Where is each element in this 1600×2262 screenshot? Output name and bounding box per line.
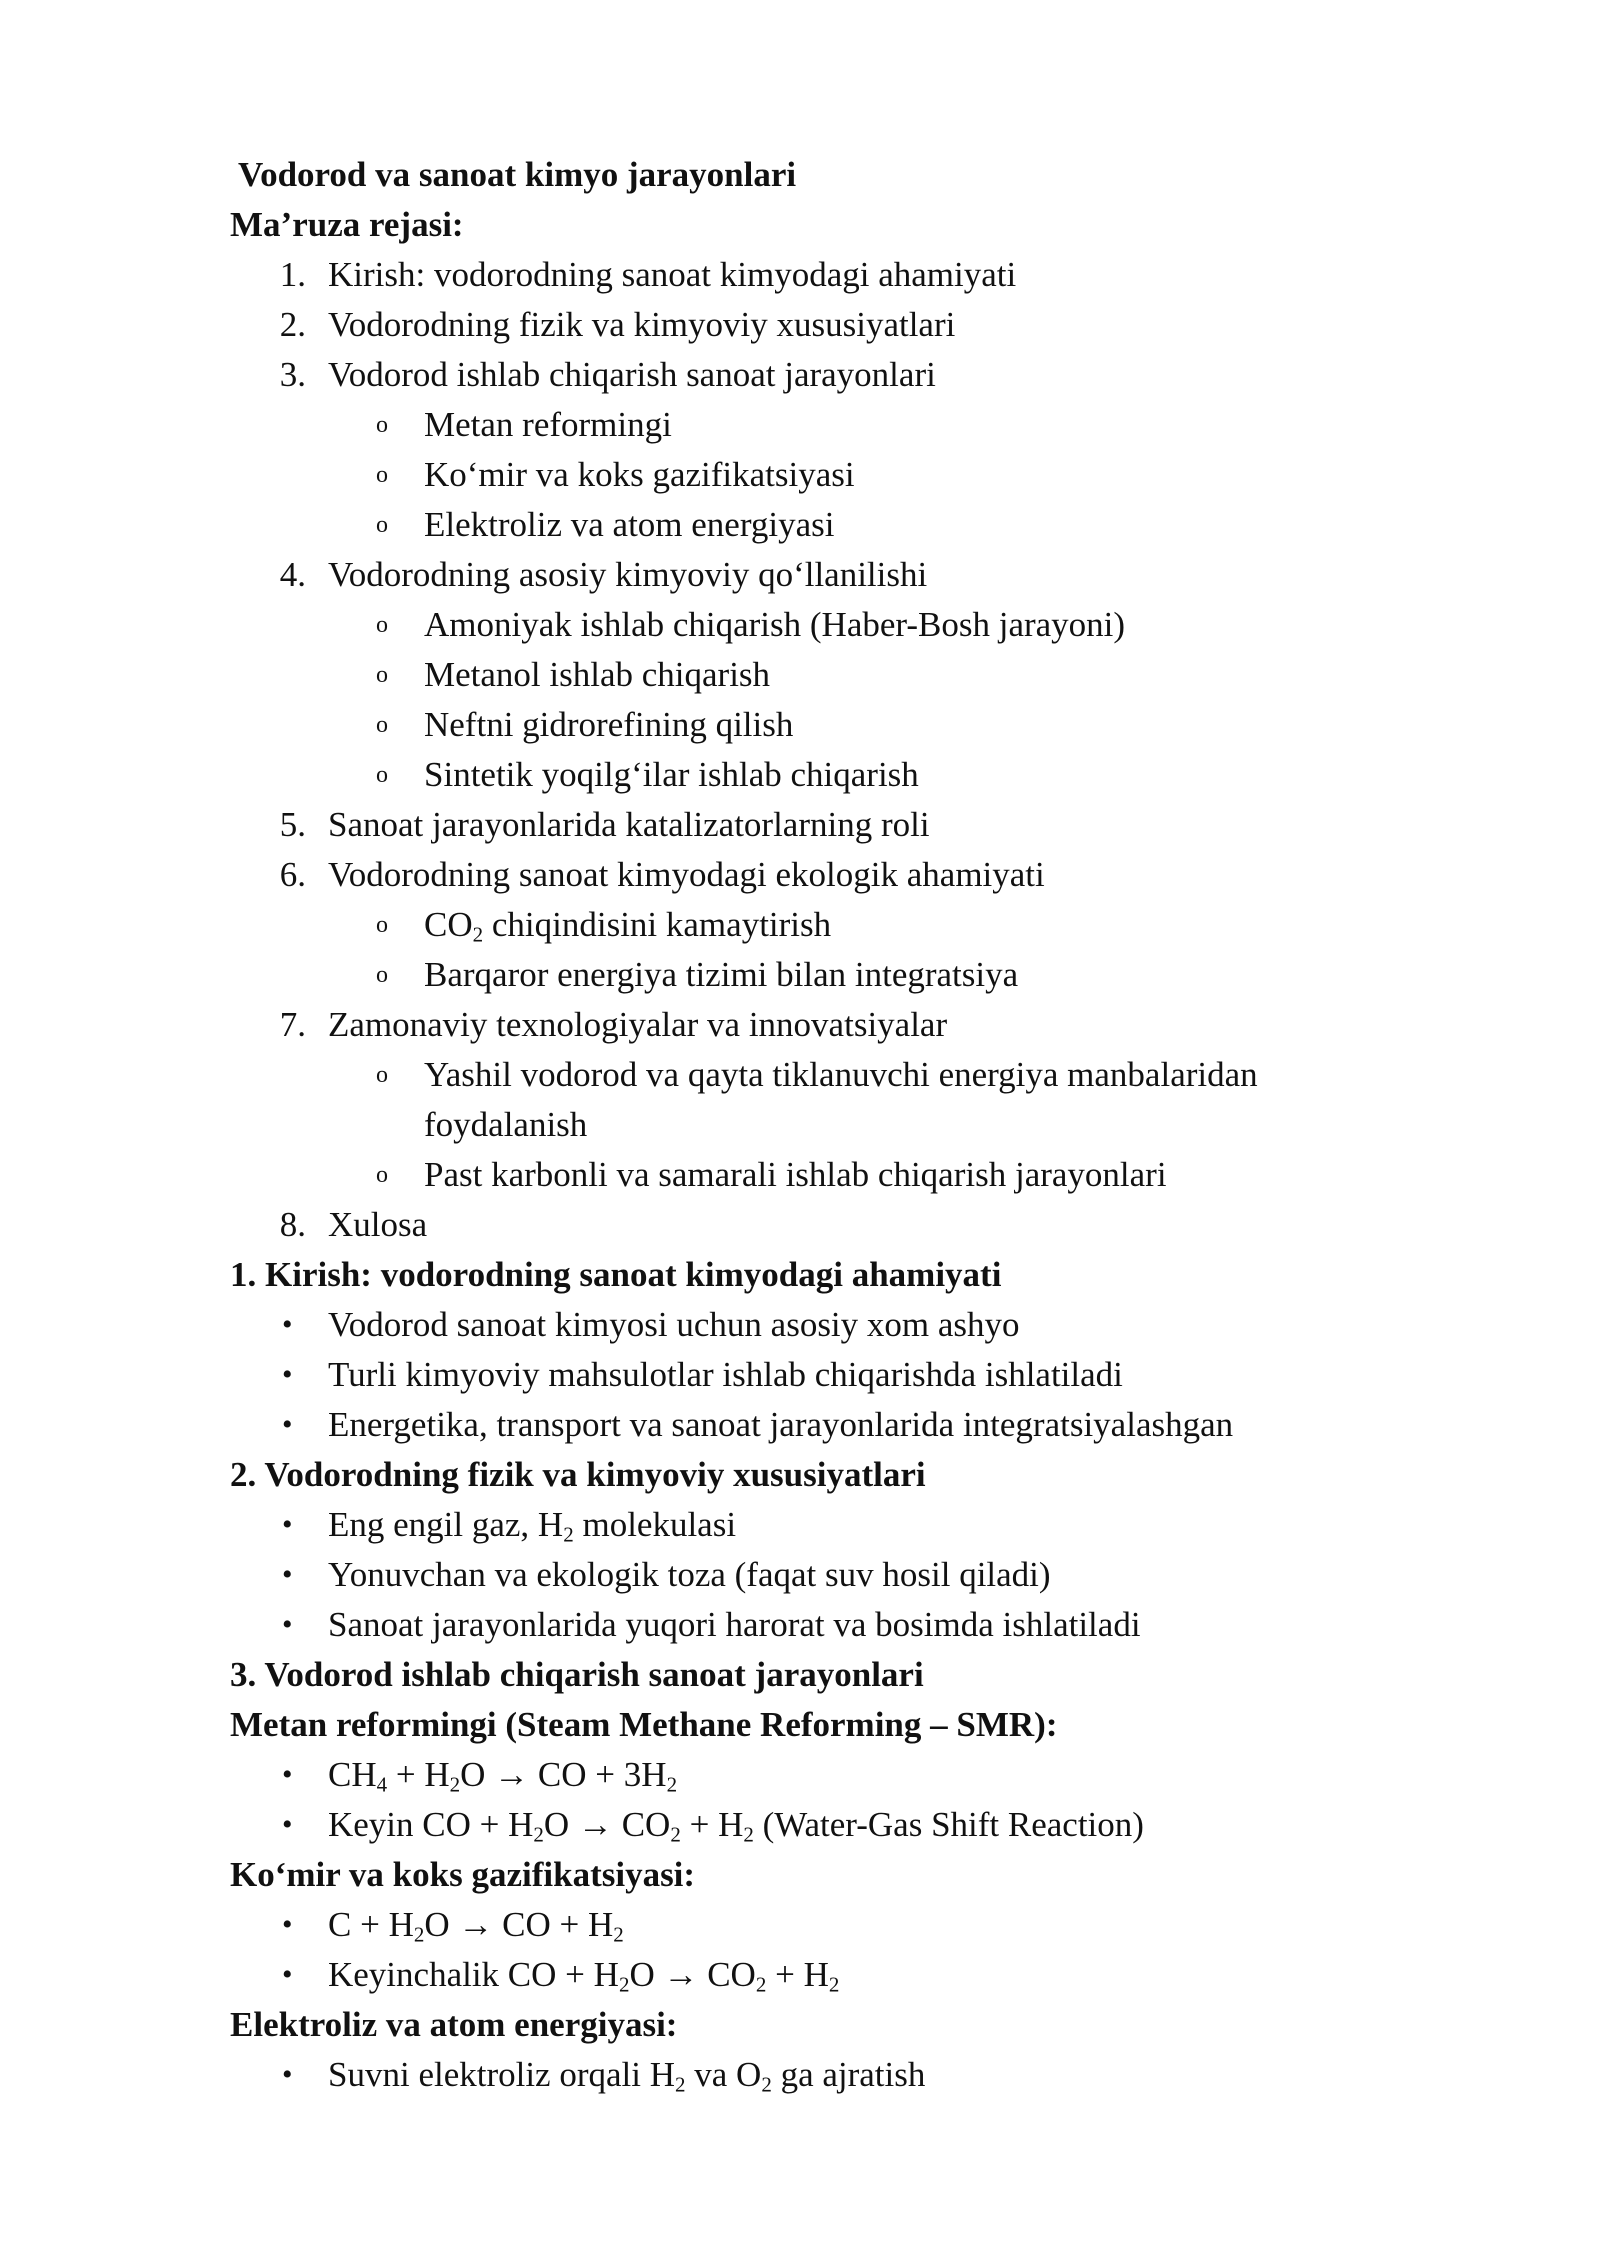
plan-subitem: $CO_2$ chiqindisini kamaytirish: [424, 905, 832, 947]
circle-bullet-icon: o: [376, 762, 388, 788]
plan-subitem: Past karbonli va samarali ishlab chiqarish jarayonlari: [424, 1155, 1167, 1194]
plan-subitem-continuation: foydalanish: [424, 1105, 588, 1144]
plan-subitem: Metanol ishlab chiqarish: [424, 655, 771, 694]
plan-number: 2.: [279, 305, 306, 344]
bullet-icon: •: [282, 1758, 293, 1791]
plan-number: 8.: [279, 1205, 306, 1244]
section-heading: 1. Kirish: vodorodning sanoat kimyodagi ahamiyati: [230, 1255, 1002, 1294]
bullet-item: Sanoat jarayonlarida yuqori harorat va bosimda ishlatiladi: [328, 1605, 1141, 1644]
equation: Keyinchalik CO + $H_2O \to CO_2 + H_2$: [328, 1955, 840, 1997]
circle-bullet-icon: o: [376, 1062, 388, 1088]
plan-subitem: Ko‘mir va koks gazifikatsiyasi: [424, 455, 855, 494]
bullet-icon: •: [282, 1808, 293, 1841]
bullet-icon: •: [282, 1908, 293, 1941]
equation: $CH_4 + H_2O$ → CO + $3H_2$: [328, 1755, 678, 1797]
plan-subitem: Amoniyak ishlab chiqarish (Haber-Bosh jarayoni): [424, 605, 1126, 644]
plan-item: Sanoat jarayonlarida katalizatorlarning roli: [328, 805, 930, 844]
bullet-icon: •: [282, 1308, 293, 1341]
circle-bullet-icon: o: [376, 712, 388, 738]
bullet-item: Energetika, transport va sanoat jarayonlarida integratsiyalashgan: [328, 1405, 1234, 1444]
circle-bullet-icon: o: [376, 912, 388, 938]
bullet-item: Vodorod sanoat kimyosi uchun asosiy xom ashyo: [328, 1305, 1020, 1344]
bullet-item: Suvni elektroliz orqali $H_2$ va $O_2$ ga ajratish: [328, 2055, 926, 2097]
bullet-icon: •: [282, 1558, 293, 1591]
plan-number: 3.: [279, 355, 306, 394]
plan-item: Kirish: vodorodning sanoat kimyodagi ahamiyati: [328, 255, 1017, 294]
section-heading: 3. Vodorod ishlab chiqarish sanoat jarayonlari: [230, 1655, 924, 1694]
plan-item: Vodorod ishlab chiqarish sanoat jarayonlari: [328, 355, 936, 394]
circle-bullet-icon: o: [376, 612, 388, 638]
equation: $C + H_2O$ → CO + $H_2$: [328, 1905, 624, 1947]
plan-item: Vodorodning sanoat kimyodagi ekologik ahamiyati: [328, 855, 1045, 894]
section-heading: 2. Vodorodning fizik va kimyoviy xususiyatlari: [230, 1455, 926, 1494]
subsection-heading: Metan reformingi (Steam Methane Reforming – SMR):: [230, 1705, 1058, 1744]
equation: Keyin CO + $H_2O \to CO_2 + H_2$ (Water-Gas Shift Reaction): [328, 1805, 1144, 1847]
plan-number: 5.: [279, 805, 306, 844]
bullet-icon: •: [282, 1508, 293, 1541]
plan-item: Vodorodning asosiy kimyoviy qo‘llanilishi: [328, 555, 928, 594]
circle-bullet-icon: o: [376, 662, 388, 688]
circle-bullet-icon: o: [376, 1162, 388, 1188]
plan-number: 7.: [279, 1005, 306, 1044]
bullet-item: Yonuvchan va ekologik toza (faqat suv hosil qiladi): [328, 1555, 1051, 1594]
plan-subitem: Neftni gidrorefining qilish: [424, 705, 794, 744]
circle-bullet-icon: o: [376, 412, 388, 438]
bullet-icon: •: [282, 1608, 293, 1641]
plan-number: 6.: [279, 855, 306, 894]
plan-subitem: Yashil vodorod va qayta tiklanuvchi energiya manbalaridan: [424, 1055, 1258, 1094]
document-title: Vodorod va sanoat kimyo jarayonlari: [238, 155, 797, 194]
plan-number: 1.: [279, 255, 306, 294]
circle-bullet-icon: o: [376, 512, 388, 538]
bullet-item: Turli kimyoviy mahsulotlar ishlab chiqarishda ishlatiladi: [328, 1355, 1123, 1394]
circle-bullet-icon: o: [376, 462, 388, 488]
plan-subitem: Barqaror energiya tizimi bilan integratsiya: [424, 955, 1019, 994]
plan-item: Zamonaviy texnologiyalar va innovatsiyalar: [328, 1005, 948, 1044]
plan-item: Xulosa: [328, 1205, 428, 1244]
subsection-heading: Elektroliz va atom energiyasi:: [230, 2005, 678, 2044]
plan-subitem: Elektroliz va atom energiyasi: [424, 505, 835, 544]
plan-subitem: Metan reformingi: [424, 405, 672, 444]
plan-subitem: Sintetik yoqilg‘ilar ishlab chiqarish: [424, 755, 919, 794]
plan-number: 4.: [279, 555, 306, 594]
bullet-icon: •: [282, 1958, 293, 1991]
plan-item: Vodorodning fizik va kimyoviy xususiyatlari: [328, 305, 956, 344]
plan-heading: Ma’ruza rejasi:: [230, 205, 464, 244]
bullet-icon: •: [282, 1358, 293, 1391]
bullet-icon: •: [282, 2058, 293, 2091]
subsection-heading: Ko‘mir va koks gazifikatsiyasi:: [230, 1855, 696, 1894]
circle-bullet-icon: o: [376, 962, 388, 988]
bullet-item: Eng engil gaz, $H_2$ molekulasi: [328, 1505, 737, 1547]
bullet-icon: •: [282, 1408, 293, 1441]
